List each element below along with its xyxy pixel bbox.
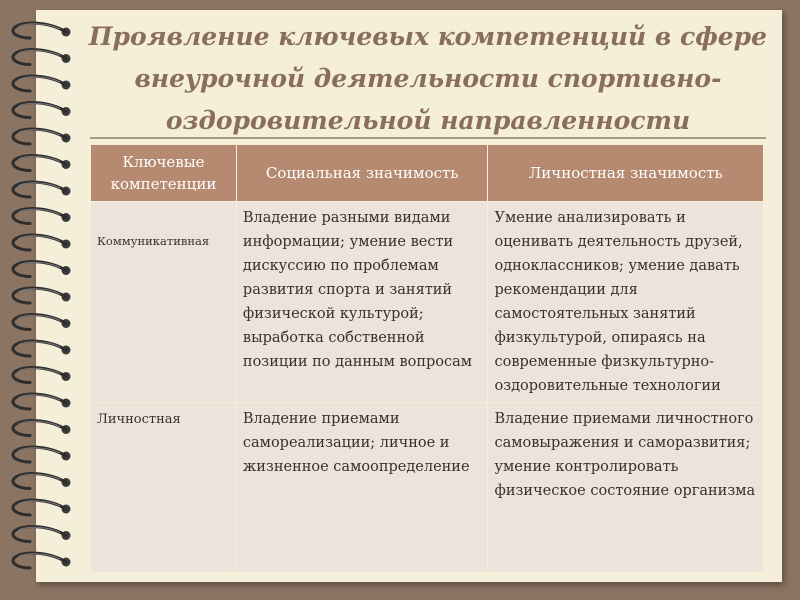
- table-row: [91, 403, 764, 573]
- spiral-ring: [13, 421, 71, 436]
- table-header-row: [91, 145, 764, 202]
- spiral-ring: [13, 129, 71, 144]
- spiral-ring: [13, 182, 71, 197]
- spiral-ring: [13, 315, 71, 330]
- cell-competency: Коммуникативная: [91, 202, 237, 403]
- spiral-ring: [13, 23, 71, 38]
- spiral-ring: [13, 394, 71, 409]
- competencies-table: [90, 144, 764, 573]
- header-personal-significance: Личностная значимость: [488, 145, 764, 202]
- spiral-ring: [13, 50, 71, 65]
- table-row: [91, 202, 764, 403]
- cell-competency: Личностная: [91, 403, 237, 573]
- cell-social: Владение приемами самореализации; личное и жизненное самоопределение: [236, 403, 488, 573]
- spiral-ring: [13, 447, 71, 462]
- slide-title: Проявление ключевых компетенций в сфере внеурочной деятельности спортивно-оздоровительной направленности: [88, 22, 768, 135]
- cell-personal: Владение приемами личностного самовыражения и саморазвития; умение контролировать физическое состояние организма: [488, 403, 764, 573]
- header-social-significance: Социальная значимость: [236, 145, 488, 202]
- cell-personal: Умение анализировать и оценивать деятельность друзей, одноклассников; умение давать рекомендации для самостоятельных занятий физкультурой, опираясь на современные физкультурно-оздоровительные технологии: [488, 202, 764, 403]
- spiral-ring: [13, 262, 71, 277]
- spiral-ring: [13, 341, 71, 356]
- cell-social: Владение разными видами информации; умение вести дискуссию по проблемам развития спорта и занятий физической культурой; выработка собственной позиции по данным вопросам: [236, 202, 488, 403]
- header-competencies: Ключевые компетенции: [91, 145, 237, 202]
- title-divider: [90, 137, 766, 139]
- spiral-ring: [13, 103, 71, 118]
- spiral-ring: [13, 474, 71, 489]
- spiral-ring: [13, 288, 71, 303]
- spiral-ring: [13, 76, 71, 91]
- spiral-ring: [13, 500, 71, 515]
- spiral-ring: [13, 235, 71, 250]
- spiral-ring: [13, 527, 71, 542]
- spiral-ring: [13, 553, 71, 568]
- spiral-ring: [13, 368, 71, 383]
- spiral-ring: [13, 156, 71, 171]
- spiral-binding-icon: [0, 18, 84, 578]
- spiral-ring: [13, 209, 71, 224]
